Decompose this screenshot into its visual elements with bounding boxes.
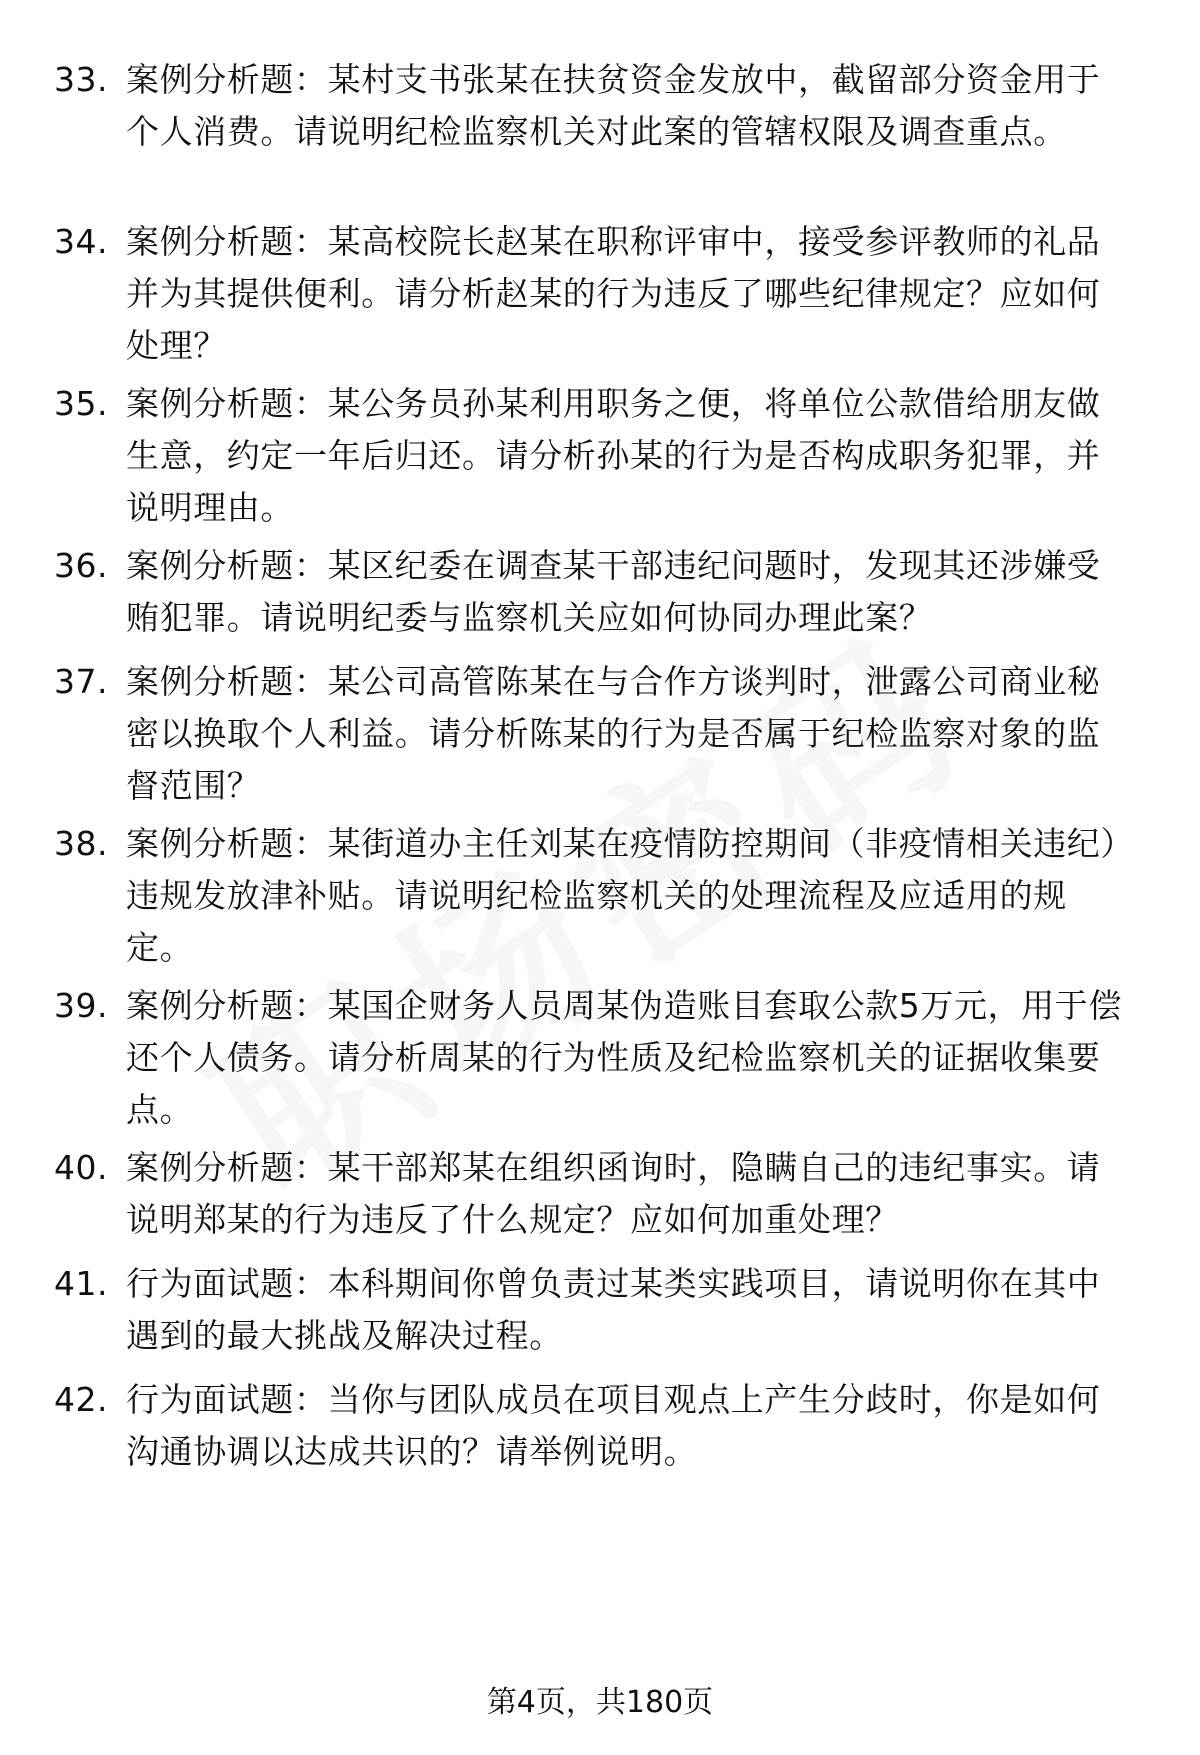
question-number: 34. bbox=[54, 222, 108, 261]
question-number: 40. bbox=[54, 1148, 108, 1187]
question-item bbox=[54, 54, 1164, 158]
question-number: 36. bbox=[54, 546, 108, 585]
question-number: 37. bbox=[54, 662, 108, 701]
question-text: 案例分析题：某公司高管陈某在与合作方谈判时，泄露公司商业秘密以换取个人利益。请分析陈某的行为是否属于纪检监察对象的监督范围？ bbox=[126, 662, 1101, 805]
question-item bbox=[54, 540, 1164, 644]
question-item bbox=[54, 818, 1164, 974]
page-footer: 第4页，共180页 bbox=[486, 1685, 714, 1720]
question-number: 38. bbox=[54, 824, 108, 863]
question-item bbox=[54, 1142, 1164, 1246]
question-number: 33. bbox=[54, 60, 108, 99]
question-item bbox=[54, 656, 1164, 812]
question-text: 案例分析题：某区纪委在调查某干部违纪问题时，发现其还涉嫌受贿犯罪。请说明纪委与监察机关应如何协同办理此案？ bbox=[126, 546, 1101, 637]
question-text: 案例分析题：某国企财务人员周某伪造账目套取公款5万元，用于偿还个人债务。请分析周某的行为性质及纪检监察机关的证据收集要点。 bbox=[126, 986, 1122, 1129]
question-number: 35. bbox=[54, 384, 108, 423]
question-item bbox=[54, 216, 1164, 372]
question-text: 案例分析题：某干部郑某在组织函询时，隐瞒自己的违纪事实。请说明郑某的行为违反了什么规定？应如何加重处理？ bbox=[126, 1148, 1101, 1239]
question-number: 41. bbox=[54, 1264, 108, 1303]
question-text: 行为面试题：当你与团队成员在项目观点上产生分歧时，你是如何沟通协调以达成共识的？请举例说明。 bbox=[126, 1380, 1101, 1471]
question-text: 案例分析题：某公务员孙某利用职务之便，将单位公款借给朋友做生意，约定一年后归还。请分析孙某的行为是否构成职务犯罪，并说明理由。 bbox=[126, 384, 1101, 527]
question-item bbox=[54, 1258, 1164, 1362]
question-item bbox=[54, 1374, 1164, 1478]
question-text: 案例分析题：某村支书张某在扶贫资金发放中，截留部分资金用于个人消费。请说明纪检监察机关对此案的管辖权限及调查重点。 bbox=[126, 60, 1101, 151]
question-number: 42. bbox=[54, 1380, 108, 1419]
question-text: 案例分析题：某街道办主任刘某在疫情防控期间（非疫情相关违纪）违规发放津补贴。请说明纪检监察机关的处理流程及应适用的规定。 bbox=[126, 824, 1118, 967]
question-number: 39. bbox=[54, 986, 108, 1025]
question-text: 案例分析题：某高校院长赵某在职称评审中，接受参评教师的礼品并为其提供便利。请分析赵某的行为违反了哪些纪律规定？应如何处理？ bbox=[126, 222, 1101, 365]
question-item bbox=[54, 378, 1164, 534]
question-text: 行为面试题：本科期间你曾负责过某类实践项目，请说明你在其中遇到的最大挑战及解决过程。 bbox=[126, 1264, 1101, 1355]
question-item bbox=[54, 980, 1164, 1136]
